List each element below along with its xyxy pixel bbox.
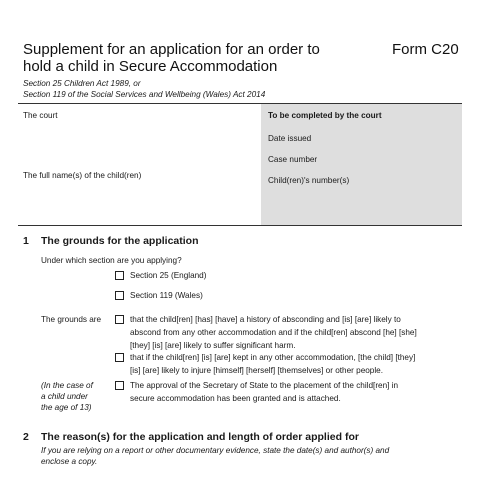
section-2-instruction-line-2: enclose a copy.: [41, 457, 98, 466]
under-13-note-line-2: a child under: [41, 392, 88, 401]
under-13-note-line-1: (In the case of: [41, 381, 93, 390]
ground-absconding-line-3: [they] [is] [are] likely to suffer significant harm.: [130, 341, 296, 350]
secretary-approval-line-1: The approval of the Secretary of State to the placement of the child[ren] in: [130, 381, 399, 390]
section-2-instruction-line-1: If you are relying on a report or other documentary evidence, state the date(s) and author(s) and: [41, 446, 390, 455]
secretary-approval-checkbox[interactable]: [115, 381, 124, 390]
ground-absconding-line-2: abscond from any other accommodation and if the child[ren] abscond [he] [she]: [130, 328, 417, 337]
ground-injury-line-2: [is] [are] likely to injure [himself] [herself] [themselves] or other people.: [130, 366, 384, 375]
secretary-approval-line-2: secure accommodation has been granted and is attached.: [130, 394, 341, 403]
form-code: Form C20: [392, 41, 459, 58]
section-question: Under which section are you applying?: [41, 256, 182, 265]
children-names-label: The full name(s) of the child(ren): [23, 171, 142, 180]
grounds-label: The grounds are: [41, 315, 102, 324]
section-2-number: 2: [23, 431, 29, 443]
section-1-number: 1: [23, 235, 29, 247]
child-number-label: Child(ren)'s number(s): [268, 176, 350, 185]
court-use-heading: To be completed by the court: [268, 111, 382, 120]
act-reference-1: Section 25 Children Act 1989, or: [23, 79, 141, 88]
section-2-title: The reason(s) for the application and length of order applied for: [41, 431, 359, 443]
section-1-title: The grounds for the application: [41, 235, 199, 247]
ground-absconding-line-1: that the child[ren] [has] [have] a history of absconding and [is] [are] likely to: [130, 315, 401, 324]
act-reference-2: Section 119 of the Social Services and Wellbeing (Wales) Act 2014: [23, 90, 266, 99]
ground-injury-line-1: that if the child[ren] [is] [are] kept in any other accommodation, [the child] [they]: [130, 353, 416, 362]
section-119-label: Section 119 (Wales): [130, 291, 203, 300]
under-13-note-line-3: the age of 13): [41, 403, 92, 412]
section-25-label: Section 25 (England): [130, 271, 207, 280]
ground-injury-checkbox[interactable]: [115, 353, 124, 362]
form-title: Supplement for an application for an order to hold a child in Secure Accommodation: [23, 41, 320, 75]
date-issued-label: Date issued: [268, 134, 312, 143]
section-25-checkbox[interactable]: [115, 271, 124, 280]
court-label: The court: [23, 111, 58, 120]
ground-absconding-checkbox[interactable]: [115, 315, 124, 324]
case-number-label: Case number: [268, 155, 318, 164]
section-119-checkbox[interactable]: [115, 291, 124, 300]
court-divider: [18, 225, 462, 226]
